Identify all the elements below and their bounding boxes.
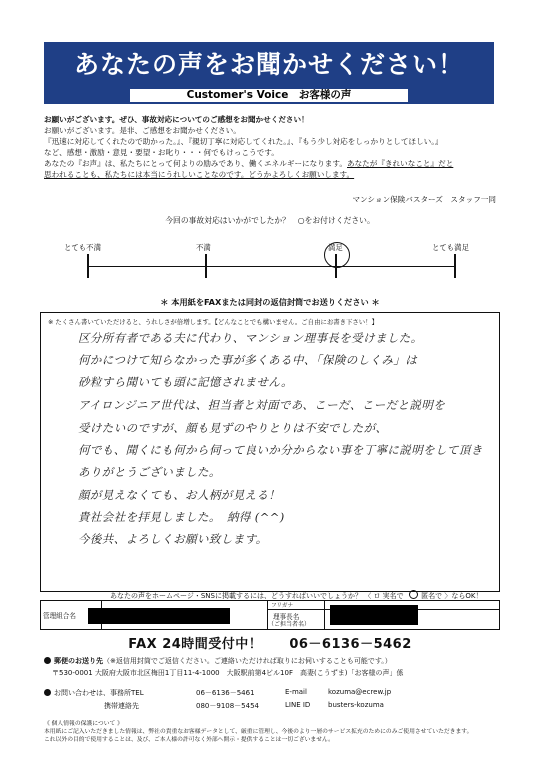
intro-line-1: お願いがございます。是非、ご感想をお聞かせください。 xyxy=(44,126,241,135)
scale-label-dissatisfied: 不満 xyxy=(196,243,211,252)
line-id-label: LINE ID xyxy=(285,701,311,709)
mail-section: 郵便のお送り先（※返信用封筒でご返信ください。ご連絡いただければ取りにお伺いすることも可能です。） xyxy=(44,656,392,666)
handwritten-line: 受けたいのですが、顔も見ずのやりとりは不安でしたが、 xyxy=(78,421,388,435)
office-tel: 06－6136－5461 xyxy=(196,689,255,697)
line-id: busters-kozuma xyxy=(328,701,384,709)
handwritten-line: 何でも、聞くにも何から伺って良いか分からない事を丁寧に説明をして頂き xyxy=(78,443,483,457)
selected-circle-mark xyxy=(324,242,350,268)
privacy-line: 本用紙にご記入いただきました情報は、弊社の貴重なお客様データとして、厳重に管理し、今後のより一層のサービス拡充のためにのみご使用させていただきます。 xyxy=(44,729,473,735)
scale-label-satisfied: 満足 xyxy=(328,243,343,252)
scale-label-very-dissatisfied: とても不満 xyxy=(64,243,101,252)
comment-box-note: ※ たくさん書いていただけると、うれしさが倍増します。【どんなことでも構いません。ご自由にお書き下さい！】 xyxy=(48,318,378,326)
privacy-title: 《 個人情報の保護について 》 xyxy=(44,721,123,727)
handwritten-line: 区分所有者である夫に代わり、マンション理事長を受けました。 xyxy=(78,331,423,345)
scale-question: 今回の事故対応はいかがでしたか？ ○をお付けください。 xyxy=(165,216,375,225)
mobile-number: 080－9108－5454 xyxy=(196,702,259,710)
contact-title: お問い合わせは、事務所TEL xyxy=(44,688,144,698)
return-instruction: ＊ 本用紙をFAXまたは同封の返信封筒でお送りください ＊ xyxy=(160,297,380,307)
chairman-label: 理事長名 xyxy=(273,613,300,621)
page-subtitle: Customer's Voice お客様の声 xyxy=(130,89,408,102)
mgmt-association-label: 管理組合名 xyxy=(43,612,76,620)
mail-address: 〒530-0001 大阪府大阪市北区梅田1丁目11-4-1000 大阪駅前第4ビル10F 高妻(こうずま)「お客様の声」係 xyxy=(52,669,404,677)
chairman-sub-label: （ご担当者名） xyxy=(268,621,311,628)
mobile-label: 携帯連絡先 xyxy=(104,702,139,710)
handwritten-line: 顔が見えなくても、お人柄が見える！ xyxy=(78,488,281,502)
bullet-icon xyxy=(44,657,51,664)
scale-line xyxy=(88,266,456,267)
bullet-icon xyxy=(44,689,51,696)
furigana-label: フリガナ xyxy=(271,603,294,609)
privacy-line: これ以外の目的で使用することは、及び、ご本人様の許可なく外部へ開示・提供することは一切ございません。 xyxy=(44,737,334,743)
handwritten-line: 貴社会社を拝見しました。 納得 (^^) xyxy=(78,510,285,524)
intro-lead: お願いがございます。ぜひ、事故対応についてのご感想をお聞かせください！ xyxy=(44,115,309,124)
sns-option-real-name[interactable]: 〈 ロ 実名で xyxy=(364,592,404,600)
mgmt-association-value-redacted[interactable] xyxy=(88,608,230,624)
handwritten-line: アイロンジニア世代は、担当者と対面であ、こーだ、こーだと説明を xyxy=(78,398,446,412)
intro-line-3: など、感想・激励・意見・要望・お叱り・・・何でもけっこうです。 xyxy=(44,148,279,157)
scale-tick-2 xyxy=(205,254,207,278)
handwritten-line: 砂粒すら聞いても頭に記憶されません。 xyxy=(78,375,293,389)
intro-line-5: 思われることも、私たちには本当にうれしいことなのです。どうかよろしくお願いします。 xyxy=(44,170,355,179)
sns-anon-checked-icon[interactable] xyxy=(409,590,418,599)
handwritten-line: 今後共、よろしくお願い致します。 xyxy=(78,532,268,546)
scale-label-very-satisfied: とても満足 xyxy=(432,243,469,252)
scale-tick-4 xyxy=(454,254,456,278)
sns-option-anonymous[interactable]: 匿名で 〉ならOK！ xyxy=(421,592,483,600)
email-address[interactable]: kozuma@ecrew.jp xyxy=(328,688,392,696)
page-title: あなたの声をお聞かせください！ xyxy=(44,42,494,88)
chairman-name-redacted[interactable] xyxy=(330,605,418,625)
privacy-notice xyxy=(44,720,472,744)
fax-line: FAX 24時間受付中！ 06－6136－5462 xyxy=(128,637,412,652)
handwritten-line: 何かにつけて知らなかった事が多くある中、「保険のしくみ」は xyxy=(78,353,418,367)
handwritten-line: ありがとうございました。 xyxy=(78,465,221,479)
sns-question: あなたの声をホームページ・SNSに掲載するには、どうすればいいでしょうか？ xyxy=(110,592,362,600)
intro-line-4: あなたの『お声』は、私たちにとって何よりの励みであり、働くエネルギーになります。あなたが『きれいなこと』だと xyxy=(44,159,454,168)
scale-tick-1 xyxy=(87,254,89,278)
email-label: E-mail xyxy=(285,688,307,696)
signature: マンション保険バスターズ スタッフ一同 xyxy=(352,195,496,204)
fax-number: 06－6136－5462 xyxy=(289,637,412,652)
intro-line-2: 『迅速に対応してくれたので助かった。』、『親切丁寧に対応してくれた。』、『もう少し対応をしっかりとしてほしい。』 xyxy=(44,137,443,146)
